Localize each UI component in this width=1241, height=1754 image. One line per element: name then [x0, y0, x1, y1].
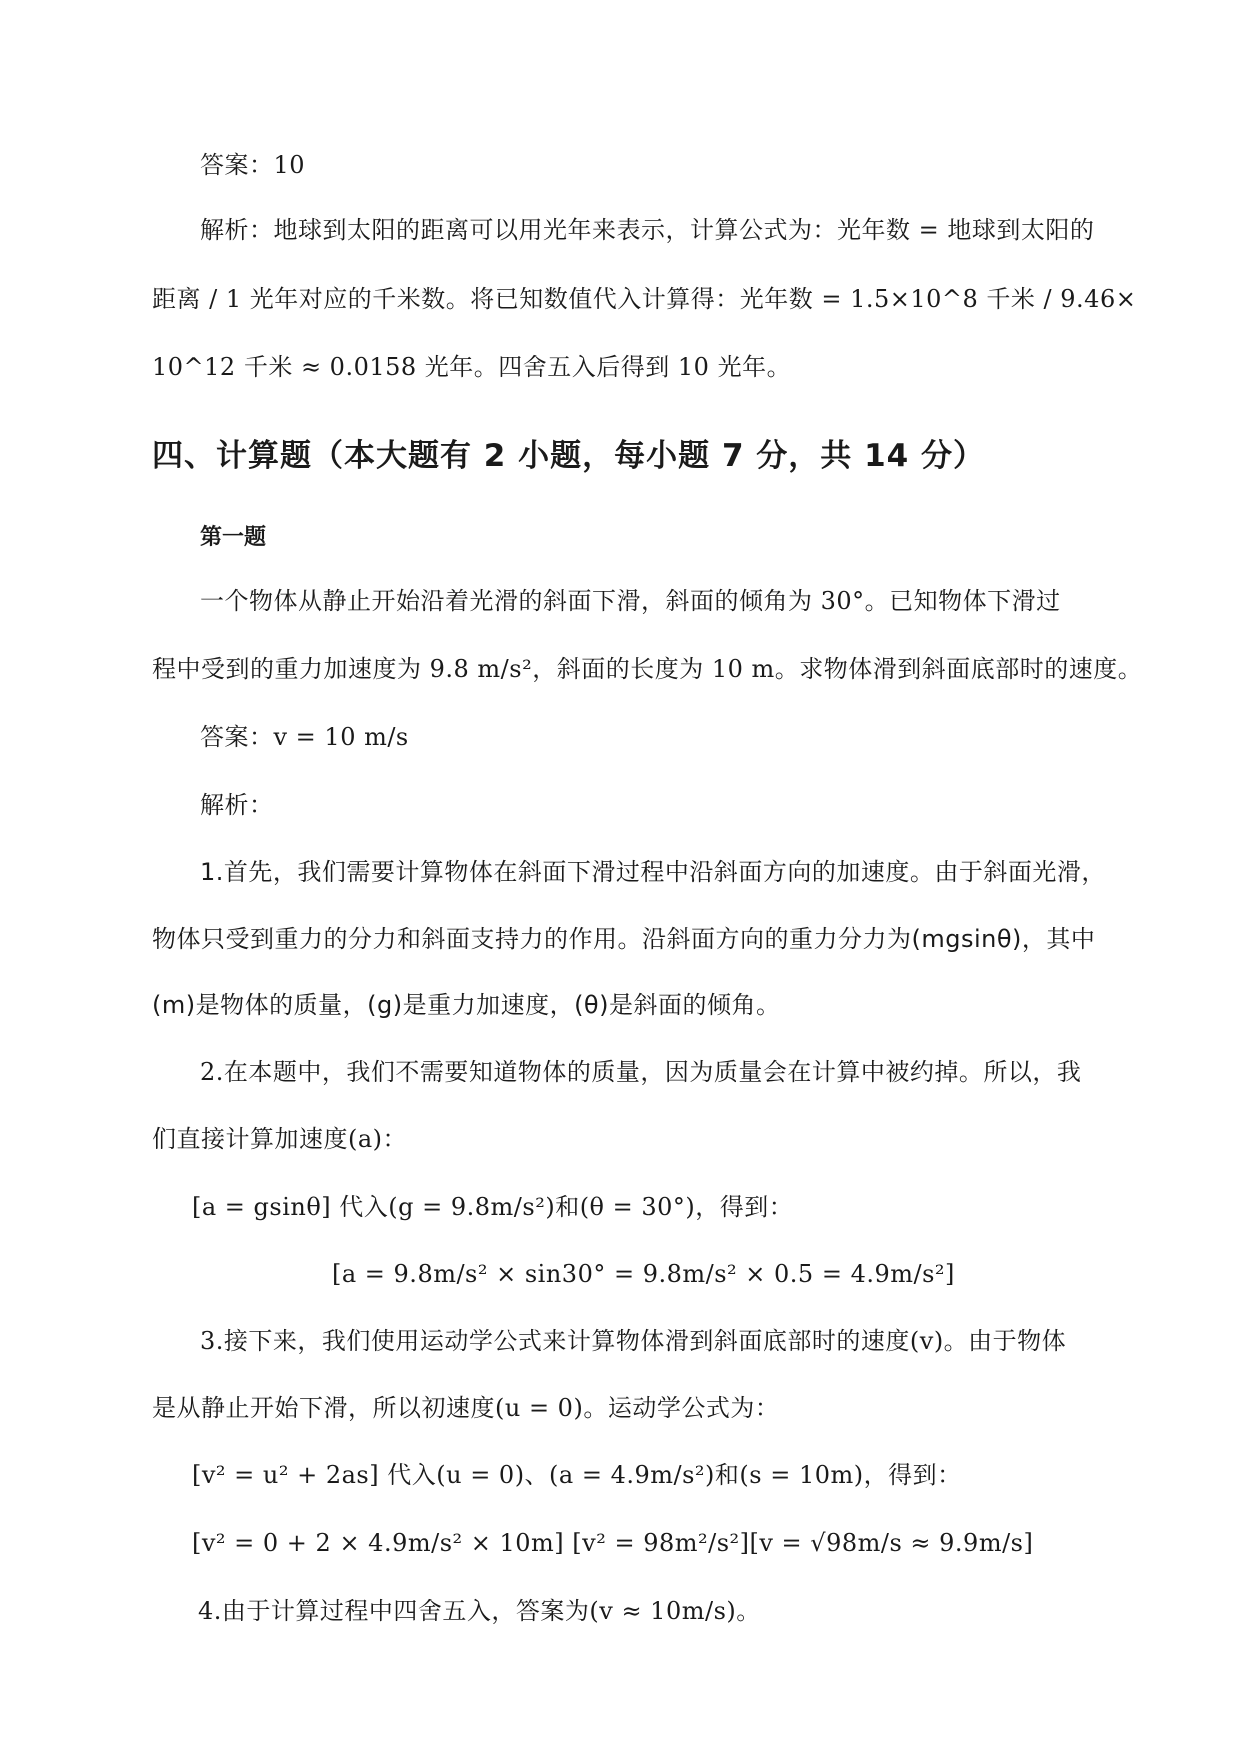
analysis-step-line: 物体只受到重力的分力和斜面支持力的作用。沿斜面方向的重力分力为(mgsinθ)，其中 [152, 925, 1096, 953]
analysis-step-line: 2.在本题中，我们不需要知道物体的质量，因为质量会在计算中被约掉。所以，我 [200, 1058, 1082, 1086]
analysis-paragraph-line: 10^12 千米 ≈ 0.0158 光年。四舍五入后得到 10 光年。 [152, 353, 792, 381]
formula-line: [v² = u² + 2as] 代入(u = 0)、(a = 4.9m/s²)和(s = 10m)，得到： [192, 1461, 962, 1489]
analysis-step-line: 们直接计算加速度(a)： [152, 1125, 408, 1153]
formula-line: [a = 9.8m/s² × sin30° = 9.8m/s² × 0.5 = 4.9m/s²] [332, 1260, 955, 1288]
formula-line: [v² = 0 + 2 × 4.9m/s² × 10m] [v² = 98m²/s²][v = √98m/s ≈ 9.9m/s] [192, 1529, 1034, 1557]
section-heading: 四、计算题（本大题有 2 小题，每小题 7 分，共 14 分） [152, 438, 986, 474]
analysis-step-line: (m)是物体的质量，(g)是重力加速度，(θ)是斜面的倾角。 [152, 991, 781, 1019]
question-title: 第一题 [200, 525, 267, 550]
answer-line: 答案：v = 10 m/s [200, 723, 409, 751]
analysis-step-line: 4.由于计算过程中四舍五入，答案为(v ≈ 10m/s)。 [198, 1597, 761, 1625]
analysis-paragraph-line: 解析：地球到太阳的距离可以用光年来表示，计算公式为：光年数 = 地球到太阳的 [200, 216, 1095, 244]
analysis-paragraph-line: 距离 / 1 光年对应的千米数。将已知数值代入计算得：光年数 = 1.5×10^8 千米 / 9.46× [152, 285, 1137, 313]
answer-line: 答案：10 [200, 151, 306, 179]
analysis-step-line: 1.首先，我们需要计算物体在斜面下滑过程中沿斜面方向的加速度。由于斜面光滑， [200, 858, 1106, 886]
question-paragraph-line: 程中受到的重力加速度为 9.8 m/s²，斜面的长度为 10 m。求物体滑到斜面底部时的速度。 [152, 655, 1143, 683]
analysis-label: 解析： [200, 791, 274, 819]
question-paragraph-line: 一个物体从静止开始沿着光滑的斜面下滑，斜面的倾角为 30°。已知物体下滑过 [200, 587, 1061, 615]
formula-line: [a = gsinθ] 代入(g = 9.8m/s²)和(θ = 30°)，得到： [192, 1193, 794, 1221]
analysis-step-line: 是从静止开始下滑，所以初速度(u = 0)。运动学公式为： [152, 1394, 780, 1422]
analysis-step-line: 3.接下来，我们使用运动学公式来计算物体滑到斜面底部时的速度(v)。由于物体 [200, 1327, 1067, 1355]
